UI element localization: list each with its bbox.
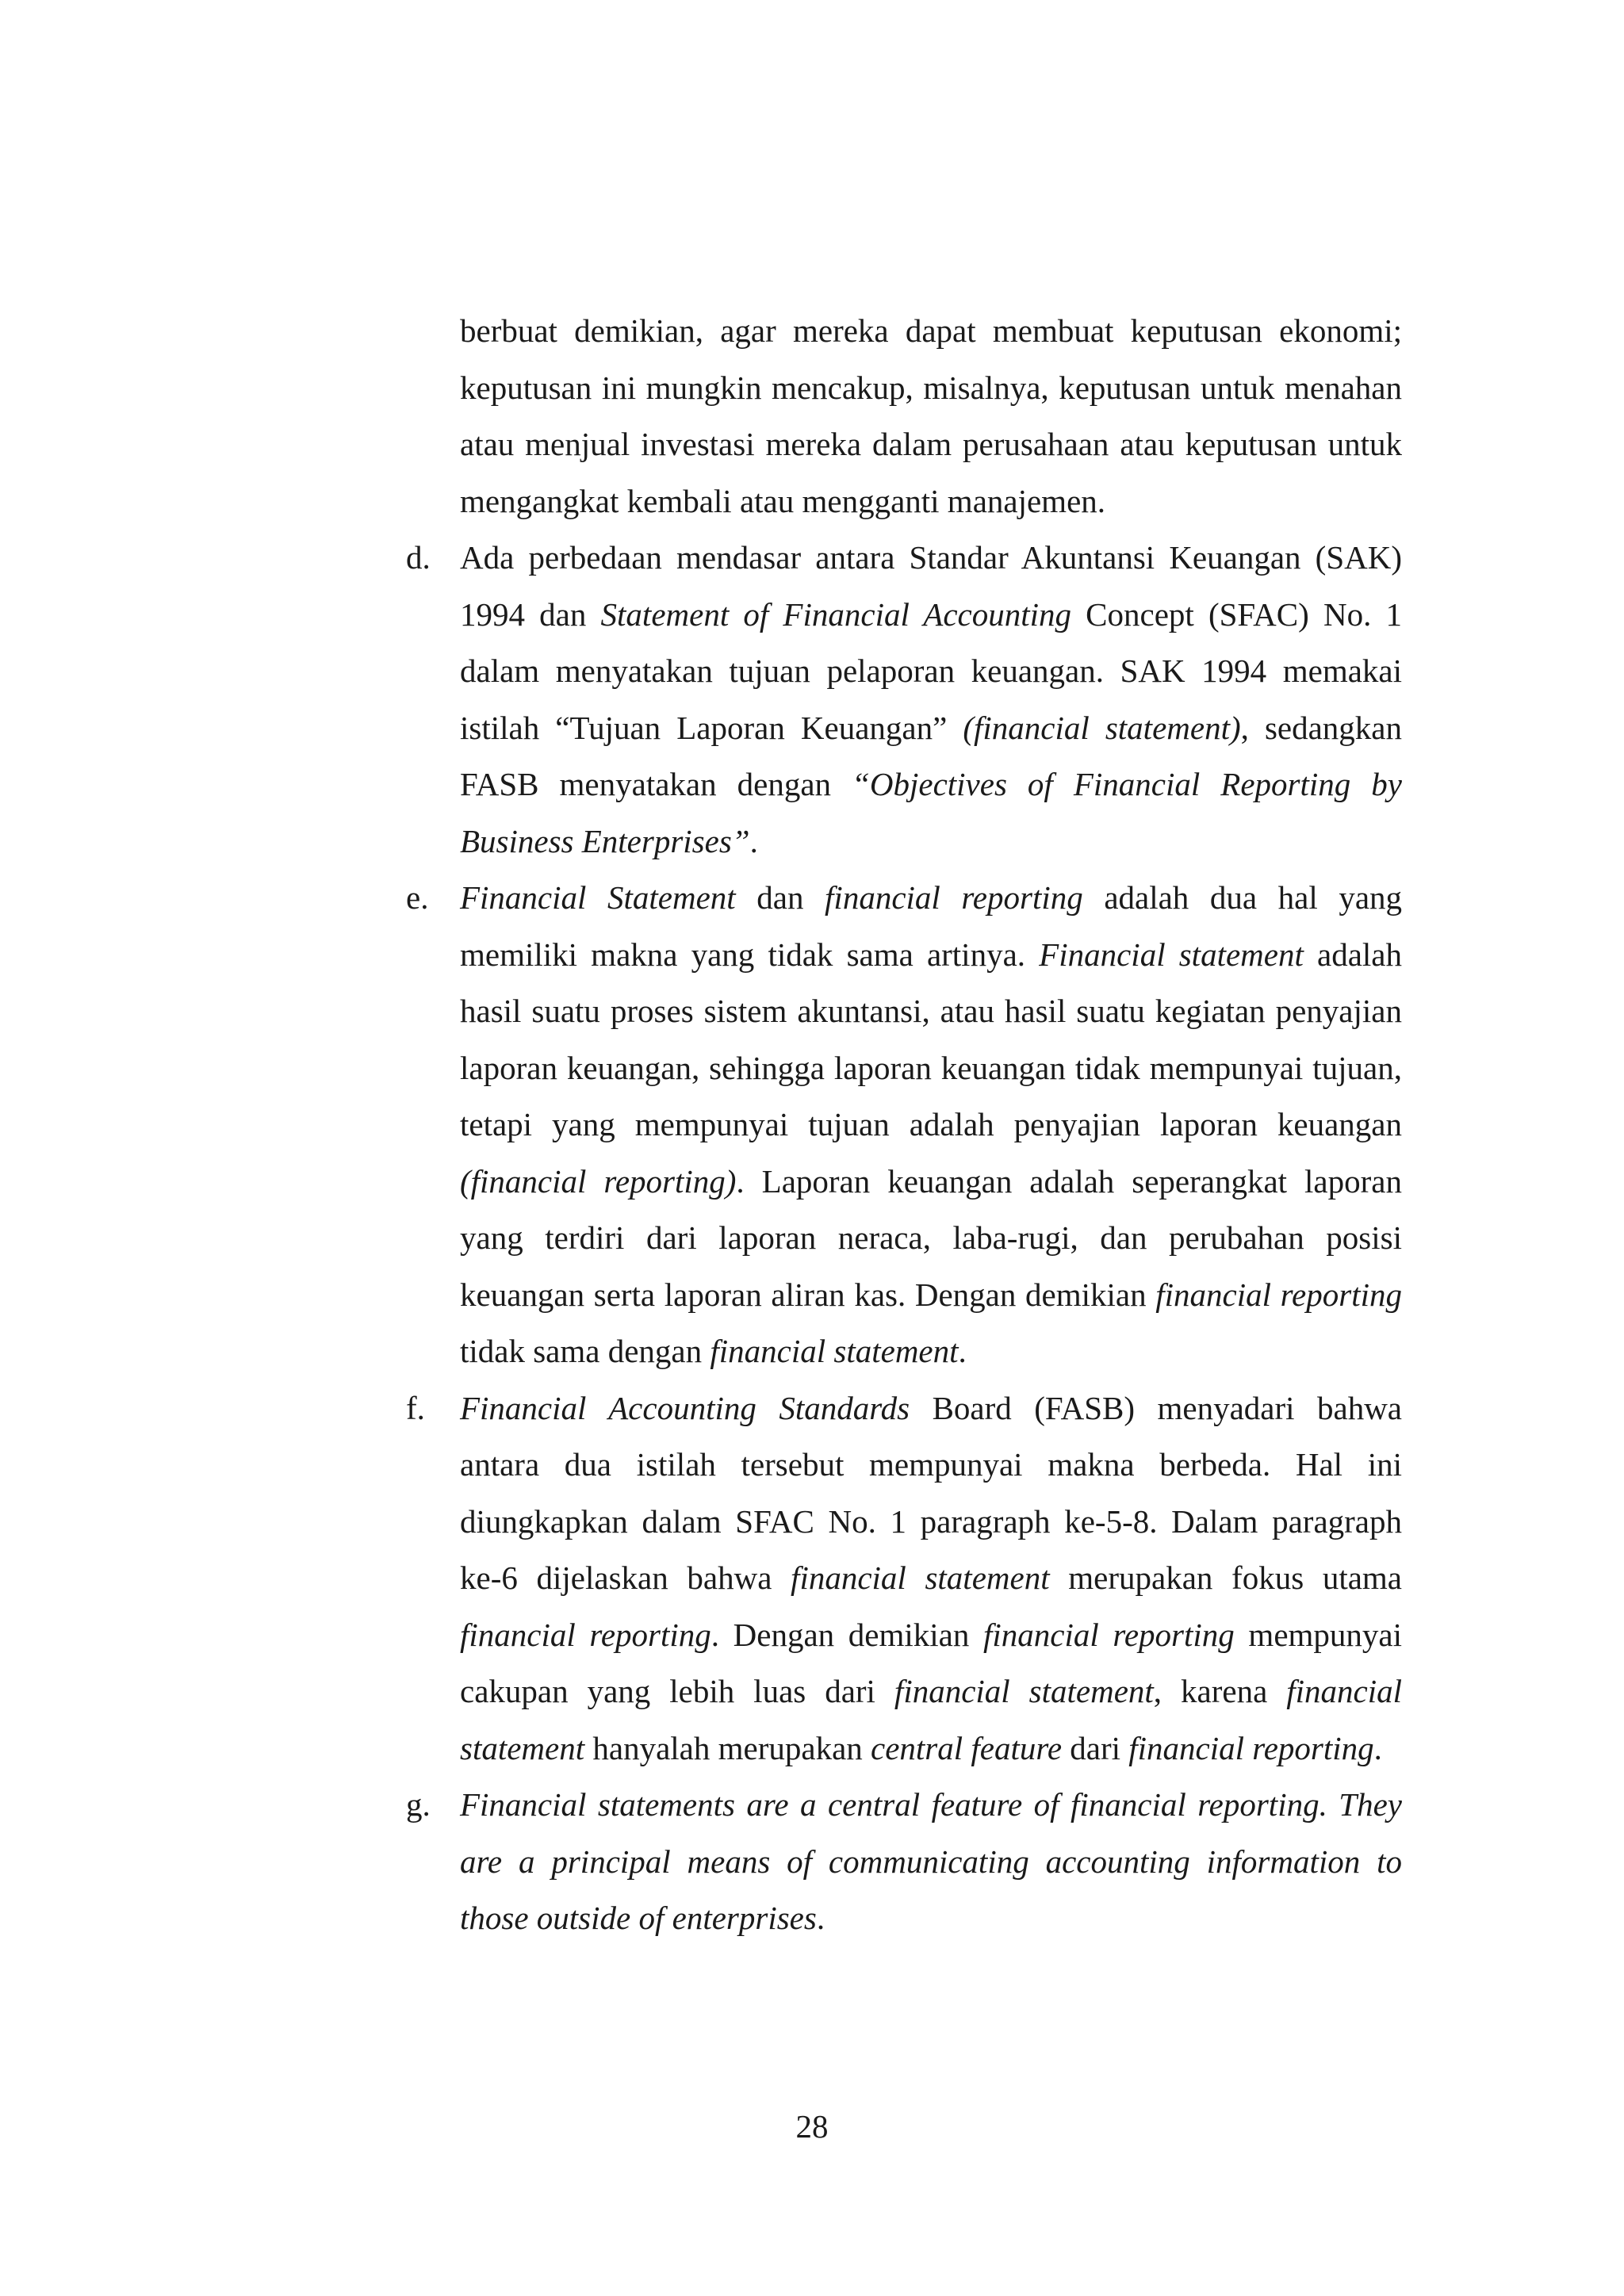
italic-text: Financial statements are a central feature of financial reporting. They are a principal means of communicating accounting information to those outside of enterprises [460, 1786, 1402, 1936]
italic-text: financial reporting [1155, 1276, 1402, 1313]
list-item-text: Financial statements are a central feature of financial reporting. They are a principal means of communicating accounting information to those outside of enterprises. [460, 1786, 1402, 1936]
list-item-text: Financial Accounting Standards Board (FASB) menyadari bahwa antara dua istilah tersebut mempunyai makna berbeda. Hal ini diungkapkan dalam SFAC No. 1 paragraph ke-5-8. Dalam paragraph ke-6 dijelaskan bahwa financial statement merupakan fokus utama financial reporting. Dengan demikian financial reporting mempunyai cakupan yang lebih luas dari financial statement, karena financial statement hanyalah merupakan central feature dari financial reporting. [460, 1389, 1403, 1766]
italic-text: central feature [871, 1729, 1063, 1766]
list-marker: g. [406, 1786, 431, 1823]
italic-text: financial statement [791, 1559, 1050, 1596]
list-item-f [406, 1380, 1403, 1777]
italic-text: Financial Statement [460, 879, 736, 916]
italic-text: financial reporting [460, 1616, 711, 1653]
list-marker: e. [406, 879, 429, 916]
italic-text: (financial statement) [963, 709, 1241, 746]
list-marker: f. [406, 1389, 425, 1426]
list-item-d [406, 530, 1402, 870]
list-marker: d. [406, 539, 431, 576]
continuation-paragraph: berbuat demikian, agar mereka dapat membuat keputusan ekonomi; keputusan ini mungkin mencakup, misalnya, keputusan untuk menahan atau menjual investasi mereka dalam perusahaan atau keputusan untuk mengangkat kembali atau mengganti manajemen. [460, 312, 1402, 519]
italic-text: (financial reporting) [460, 1162, 737, 1200]
italic-text: Financial statement [1039, 936, 1304, 973]
italic-text: financial reporting [983, 1616, 1235, 1653]
italic-text: financial reporting [825, 879, 1083, 916]
list-item-g [406, 1777, 1402, 1947]
italic-text: Statement of Financial Accounting [600, 595, 1071, 633]
list-item-e [406, 870, 1403, 1380]
italic-text: Financial Accounting Standards [460, 1389, 910, 1426]
italic-text: financial statement [460, 1673, 1403, 1766]
list-item-text: Financial Statement dan financial reporting adalah dua hal yang memiliki makna yang tidak sama artinya. Financial statement adalah hasil suatu proses sistem akuntansi, atau hasil suatu kegiatan penyajian laporan keuangan, sehingga laporan keuangan tidak mempunyai tujuan, tetapi yang mempunyai tujuan adalah penyajian laporan keuangan (financial reporting). Laporan keuangan adalah seperangkat laporan yang terdiri dari laporan neraca, laba-rugi, dan perubahan posisi keuangan serta laporan aliran kas. Dengan demikian financial reporting tidak sama dengan financial statement. [460, 879, 1403, 1369]
italic-text: financial statement [710, 1333, 959, 1369]
body-text [406, 303, 1403, 1947]
italic-text: financial statement [894, 1673, 1154, 1709]
italic-text: “Objectives of Financial Reporting by Business Enterprises” [460, 766, 1402, 859]
list-item-text: Ada perbedaan mendasar antara Standar Akuntansi Keuangan (SAK) 1994 dan Statement of Financial Accounting Concept (SFAC) No. 1 dalam menyatakan tujuan pelaporan keuangan. SAK 1994 memakai istilah “Tujuan Laporan Keuangan” (financial statement), sedangkan FASB menyatakan dengan “Objectives of Financial Reporting by Business Enterprises”. [460, 539, 1402, 859]
page-number: 28 [795, 2108, 829, 2145]
italic-text: financial reporting [1128, 1729, 1374, 1766]
